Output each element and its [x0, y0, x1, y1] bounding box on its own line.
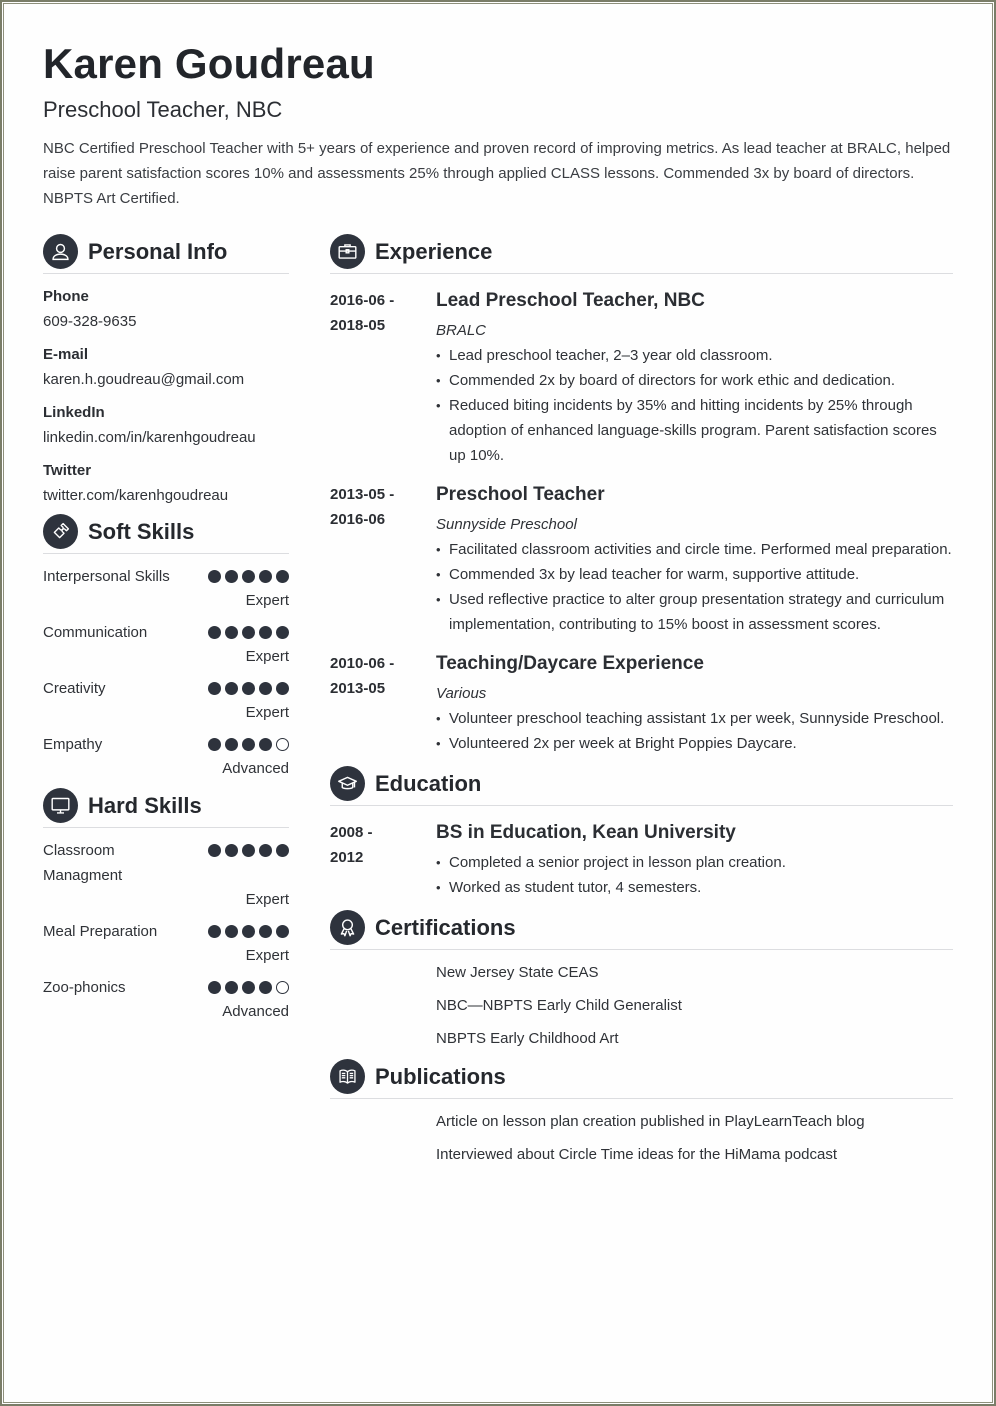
field-label: Twitter — [43, 462, 92, 479]
bullet-item: • Worked as student tutor, 4 semesters. — [436, 875, 953, 900]
skill-item — [43, 676, 289, 724]
bullet-item: • Reduced biting incidents by 35% and hitting incidents by 25% through adoption of enhanced language-skills program. Parent satisfaction scores up 10%. — [436, 393, 953, 468]
rating-dot-filled — [276, 570, 289, 583]
skill-rating — [208, 732, 289, 751]
publication-item: Article on lesson plan creation published in PlayLearnTeach blog — [436, 1113, 865, 1130]
rating-dot-filled — [208, 738, 221, 751]
rating-dot-filled — [242, 570, 255, 583]
personal-info-fields — [43, 284, 289, 508]
rating-dot-filled — [225, 570, 238, 583]
rating-dot-filled — [225, 925, 238, 938]
skill-level: Advanced — [222, 1003, 289, 1020]
education-entry — [330, 820, 953, 900]
rating-dot-filled — [208, 570, 221, 583]
rating-dot-filled — [276, 844, 289, 857]
section-title: Soft Skills — [88, 519, 195, 544]
soft-skills-section — [43, 514, 289, 780]
rating-dot-filled — [208, 626, 221, 639]
skill-rating — [208, 919, 289, 938]
open-book-icon — [330, 1059, 365, 1094]
skill-item — [43, 620, 289, 668]
rating-dot-filled — [259, 570, 272, 583]
certifications-list — [436, 960, 953, 1051]
briefcase-icon — [330, 234, 365, 269]
field-label: E-mail — [43, 346, 89, 363]
rating-dot-filled — [225, 844, 238, 857]
section-header — [43, 788, 289, 824]
field-phone — [43, 284, 289, 334]
bullet-item: • Commended 2x by board of directors for work ethic and dedication. — [436, 368, 953, 393]
puzzle-icon — [43, 514, 78, 549]
skill-level: Advanced — [222, 760, 289, 777]
entry-dates — [330, 482, 436, 637]
education-section — [330, 766, 953, 900]
employer: Sunnyside Preschool — [436, 516, 577, 533]
field-label: Phone — [43, 288, 89, 305]
rating-dot-filled — [259, 981, 272, 994]
rating-dot-filled — [276, 626, 289, 639]
job-title: Preschool Teacher — [436, 484, 605, 505]
experience-entry — [330, 288, 953, 468]
employer: BRALC — [436, 322, 487, 339]
soft-skills-list — [43, 564, 289, 780]
bullet-item: • Lead preschool teacher, 2–3 year old classroom. — [436, 343, 953, 368]
skill-item — [43, 919, 289, 967]
phone-value: 609-328-9635 — [43, 313, 137, 330]
section-header-wrap — [43, 234, 289, 274]
bullet-list — [436, 850, 953, 900]
bullet-item: • Volunteer preschool teaching assistant 1x per week, Sunnyside Preschool. — [436, 706, 953, 731]
section-header — [330, 910, 953, 946]
entry-body — [436, 482, 953, 637]
publications-list — [436, 1109, 953, 1167]
rating-dot-filled — [242, 925, 255, 938]
section-header-wrap — [330, 234, 953, 274]
employer: Various — [436, 685, 487, 702]
bullet-item: • Used reflective practice to alter group presentation strategy and curriculum implementation, contributing to 15% boost in assessment scores. — [436, 587, 953, 637]
skill-rating — [208, 564, 289, 583]
email-value: karen.h.goudreau@gmail.com — [43, 371, 245, 388]
skill-rating — [208, 620, 289, 639]
entry-body — [436, 651, 953, 756]
skill-rating — [208, 975, 289, 994]
rating-dot-filled — [225, 738, 238, 751]
section-header-wrap — [330, 766, 953, 806]
publication-item: Interviewed about Circle Time ideas for the HiMama podcast — [436, 1146, 838, 1163]
section-header-wrap — [330, 910, 953, 950]
candidate-title: Preschool Teacher, NBC — [43, 97, 283, 122]
skill-rating — [208, 838, 289, 857]
rating-dot-filled — [208, 981, 221, 994]
skill-item — [43, 838, 289, 911]
field-label: LinkedIn — [43, 404, 105, 421]
skill-row — [43, 975, 289, 1000]
skill-level: Expert — [245, 704, 289, 721]
field-twitter — [43, 458, 289, 508]
rating-dot-filled — [276, 682, 289, 695]
date-end: 2016-06 — [330, 511, 386, 528]
skill-name: Zoo-phonics — [43, 979, 126, 996]
rating-dot-filled — [259, 626, 272, 639]
rating-dot-filled — [242, 981, 255, 994]
section-title: Education — [375, 771, 482, 796]
job-title: Lead Preschool Teacher, NBC — [436, 290, 705, 311]
certification-item: NBPTS Early Childhood Art — [436, 1030, 619, 1047]
section-header — [330, 234, 953, 270]
skill-row — [43, 732, 289, 757]
field-email — [43, 342, 289, 392]
award-ribbon-icon — [330, 910, 365, 945]
bullet-item: • Facilitated classroom activities and circle time. Performed meal preparation. — [436, 537, 953, 562]
rating-dot-empty — [276, 738, 289, 751]
rating-dot-empty — [276, 981, 289, 994]
section-header — [43, 234, 289, 270]
candidate-name: Karen Goudreau — [43, 40, 375, 87]
twitter-value: twitter.com/karenhgoudreau — [43, 487, 229, 504]
skill-name: Meal Preparation — [43, 923, 158, 940]
rating-dot-filled — [259, 844, 272, 857]
rating-dot-filled — [208, 925, 221, 938]
bullet-list — [436, 537, 953, 637]
bullet-list — [436, 706, 953, 756]
date-start: 2013-05 - — [330, 486, 395, 503]
monitor-icon — [43, 788, 78, 823]
certification-item: New Jersey State CEAS — [436, 964, 599, 981]
section-header — [330, 766, 953, 802]
rating-dot-filled — [225, 981, 238, 994]
rating-dot-filled — [276, 925, 289, 938]
entry-dates — [330, 288, 436, 468]
hard-skills-section — [43, 788, 289, 1023]
job-title: Teaching/Daycare Experience — [436, 653, 704, 674]
date-start: 2010-06 - — [330, 655, 395, 672]
field-linkedin — [43, 400, 289, 450]
entry-dates — [330, 820, 436, 900]
section-title: Experience — [375, 239, 493, 264]
entry-body — [436, 820, 953, 900]
rating-dot-filled — [242, 682, 255, 695]
rating-dot-filled — [259, 738, 272, 751]
skill-name: Interpersonal Skills — [43, 568, 170, 585]
experience-section — [330, 234, 953, 756]
skill-row — [43, 620, 289, 645]
section-header-wrap — [330, 1059, 953, 1099]
personal-info-section — [43, 234, 289, 508]
skill-level: Expert — [245, 648, 289, 665]
publications-section — [330, 1059, 953, 1167]
certification-item: NBC—NBPTS Early Child Generalist — [436, 997, 682, 1014]
section-header-wrap — [43, 788, 289, 828]
skill-row — [43, 676, 289, 701]
date-end: 2013-05 — [330, 680, 386, 697]
entry-body — [436, 288, 953, 468]
skill-level: Expert — [245, 592, 289, 609]
date-start: 2008 - — [330, 824, 373, 841]
hard-skills-list — [43, 838, 289, 1023]
bullet-item: • Commended 3x by lead teacher for warm, supportive attitude. — [436, 562, 953, 587]
linkedin-value: linkedin.com/in/karenhgoudreau — [43, 429, 256, 446]
section-title: Hard Skills — [88, 793, 202, 818]
skill-name: Empathy — [43, 736, 103, 753]
rating-dot-filled — [225, 626, 238, 639]
graduation-cap-icon — [330, 766, 365, 801]
experience-entry — [330, 482, 953, 637]
date-end: 2012 — [330, 849, 364, 866]
experience-entry — [330, 651, 953, 756]
section-title: Publications — [375, 1064, 506, 1089]
summary: NBC Certified Preschool Teacher with 5+ years of experience and proven record of improving metrics. As lead teacher at BRALC, helped raise parent satisfaction scores 10% and assessments 25% through applied CLASS lessons. Commended 3x by board of directors. NBPTS Art Certified. — [43, 140, 951, 207]
skill-row — [43, 838, 289, 888]
user-icon — [43, 234, 78, 269]
skill-rating — [208, 676, 289, 695]
section-title: Certifications — [375, 915, 516, 940]
skill-row — [43, 564, 289, 589]
left-column — [43, 234, 289, 1031]
skill-name: Communication — [43, 624, 148, 641]
skill-level: Expert — [245, 947, 289, 964]
entry-dates — [330, 651, 436, 756]
skill-name: Creativity — [43, 680, 106, 697]
rating-dot-filled — [242, 626, 255, 639]
date-end: 2018-05 — [330, 317, 386, 334]
rating-dot-filled — [208, 682, 221, 695]
bullet-item: • Volunteered 2x per week at Bright Poppies Daycare. — [436, 731, 953, 756]
skill-item — [43, 564, 289, 612]
section-title: Personal Info — [88, 239, 228, 264]
date-start: 2016-06 - — [330, 292, 395, 309]
rating-dot-filled — [259, 925, 272, 938]
section-header — [330, 1059, 953, 1095]
skill-item — [43, 975, 289, 1023]
rating-dot-filled — [259, 682, 272, 695]
skill-level: Expert — [245, 891, 289, 908]
section-header — [43, 514, 289, 550]
right-column — [330, 234, 953, 1175]
rating-dot-filled — [208, 844, 221, 857]
rating-dot-filled — [225, 682, 238, 695]
skill-row — [43, 919, 289, 944]
resume-page — [43, 38, 953, 1163]
rating-dot-filled — [242, 844, 255, 857]
skill-item — [43, 732, 289, 780]
bullet-item: • Completed a senior project in lesson plan creation. — [436, 850, 953, 875]
certifications-section — [330, 910, 953, 1051]
rating-dot-filled — [242, 738, 255, 751]
section-header-wrap — [43, 514, 289, 554]
degree-title: BS in Education, Kean University — [436, 822, 736, 843]
bullet-list — [436, 343, 953, 468]
skill-name: Classroom Managment — [43, 842, 123, 884]
